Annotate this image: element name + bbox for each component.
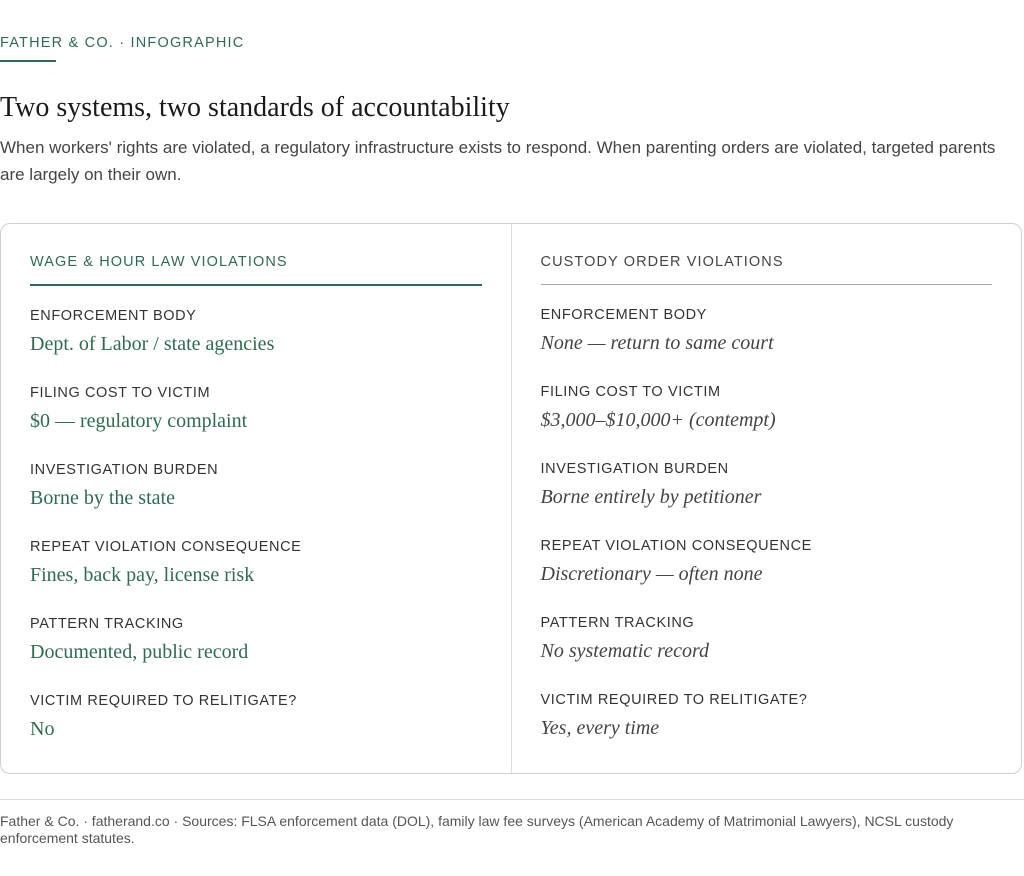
- row-label: PATTERN TRACKING: [30, 616, 184, 632]
- comparison-card: [0, 223, 1022, 774]
- row-label: VICTIM REQUIRED TO RELITIGATE?: [30, 693, 297, 709]
- comparison-row: [30, 308, 482, 385]
- column-heading: WAGE & HOUR LAW VIOLATIONS: [30, 254, 482, 286]
- row-label: VICTIM REQUIRED TO RELITIGATE?: [540, 692, 808, 708]
- comparison-row: [541, 615, 993, 692]
- comparison-row: [30, 539, 482, 616]
- row-value: No systematic record: [540, 640, 709, 662]
- footer-divider: [0, 799, 1024, 800]
- row-value: $0 — regulatory complaint: [30, 410, 248, 432]
- row-value: None — return to same court: [540, 332, 774, 354]
- row-value: $3,000–$10,000+ (contempt): [540, 409, 776, 431]
- row-value: Documented, public record: [30, 641, 249, 663]
- row-label: INVESTIGATION BURDEN: [30, 462, 219, 478]
- row-label: PATTERN TRACKING: [540, 615, 695, 631]
- footer-sources: Father & Co. · fatherand.co · Sources: FLSA enforcement data (DOL), family law fee surveys (American Academy of Matrimonial Lawyers), NCSL custody enforcement statutes.: [0, 813, 954, 846]
- row-value: Dept. of Labor / state agencies: [30, 333, 275, 355]
- comparison-row: [30, 462, 482, 539]
- comparison-row: [541, 461, 993, 538]
- column-heading: CUSTODY ORDER VIOLATIONS: [541, 254, 993, 285]
- comparison-row: [541, 307, 993, 384]
- row-label: FILING COST TO VICTIM: [30, 385, 211, 401]
- column-custody: [511, 224, 1022, 773]
- row-value: No: [30, 718, 55, 740]
- eyebrow: FATHER & CO. · INFOGRAPHIC: [0, 35, 245, 51]
- row-label: REPEAT VIOLATION CONSEQUENCE: [30, 539, 302, 555]
- comparison-row: [30, 693, 482, 770]
- eyebrow-underline: [0, 60, 56, 62]
- page-title: Two systems, two standards of accountability: [0, 92, 510, 123]
- row-label: ENFORCEMENT BODY: [30, 308, 197, 324]
- row-value: Discretionary — often none: [540, 563, 763, 585]
- row-value: Yes, every time: [540, 717, 660, 739]
- comparison-row: [541, 692, 993, 769]
- row-label: REPEAT VIOLATION CONSEQUENCE: [540, 538, 812, 554]
- comparison-row: [30, 385, 482, 462]
- page-subtitle: When workers' rights are violated, a regulatory infrastructure exists to respond. When parenting orders are violated, targeted parents are largely on their own.: [0, 138, 996, 184]
- row-value: Fines, back pay, license risk: [30, 564, 255, 586]
- row-label: FILING COST TO VICTIM: [540, 384, 721, 400]
- row-value: Borne entirely by petitioner: [540, 486, 762, 508]
- comparison-row: [541, 538, 993, 615]
- row-value: Borne by the state: [30, 487, 175, 509]
- comparison-row: [30, 616, 482, 693]
- column-wage-hour: [1, 224, 511, 773]
- row-label: INVESTIGATION BURDEN: [540, 461, 729, 477]
- comparison-row: [541, 384, 993, 461]
- row-label: ENFORCEMENT BODY: [540, 307, 707, 323]
